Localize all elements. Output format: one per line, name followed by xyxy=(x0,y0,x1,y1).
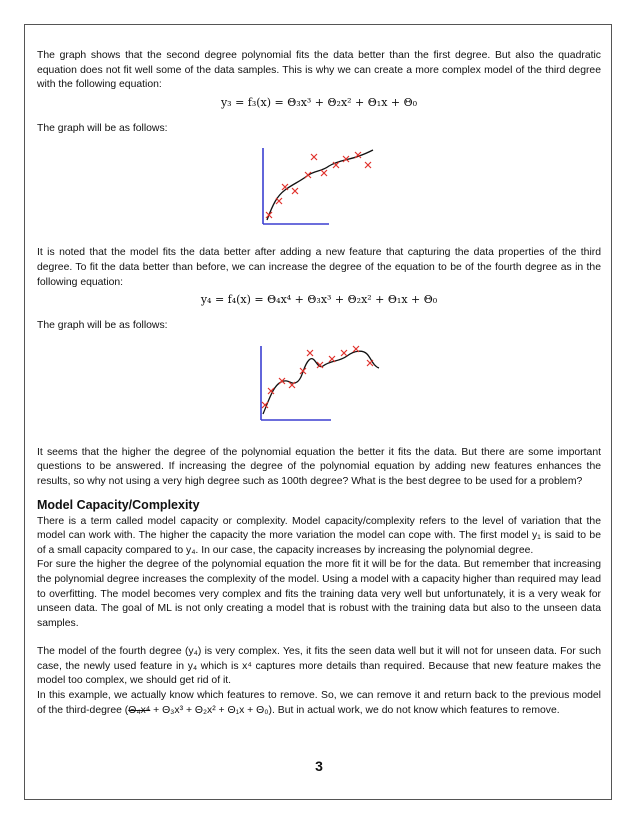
data-markers xyxy=(262,346,373,408)
paragraph-overfitting: For sure the higher the degree of the polynomial equation the more fit it will be for the data. But remember that increasing the polynomial degree increases the complexity of the model. Using a model with a capacity higher than required may lead to overfitting. The model becomes very complex and fits the training data very well but unfortunately, it is a very weak for unseen data. The goal of ML is not only creating a model that is robust with the training data but also to the unseen data samples. xyxy=(37,559,601,629)
paragraph-intro: The graph shows that the second degree polynomial fits the data better than the first degree. But also the quadratic equation does not fit well some of the data samples. This is why we can create a more complex model of the third degree with the following equation: xyxy=(37,50,601,91)
paragraph-feature-removal xyxy=(37,689,601,718)
page-number: 3 xyxy=(315,758,323,774)
figure-third-degree-fit xyxy=(255,146,385,228)
document-body xyxy=(37,49,601,718)
data-markers xyxy=(266,152,371,218)
equation-fourth-degree: y₄ = f₄(x) = Θ₄x⁴ + Θ₃x³ + Θ₂x² + Θ₁x + Θ₀ xyxy=(200,293,438,307)
feature-removal-text-b: + Θ₃x³ + Θ₂x² + Θ₁x + Θ₀). But in actual work, we do not know which features to remove. xyxy=(150,704,560,716)
sketch-third-degree xyxy=(255,146,385,228)
equation-third-degree: y₃ = f₃(x) = Θ₃x³ + Θ₂x² + Θ₁x + Θ₀ xyxy=(220,95,418,109)
figure-fourth-degree-fit xyxy=(255,344,385,426)
sketch-fourth-degree xyxy=(255,344,385,426)
paragraph-fourth-degree: It is noted that the model fits the data better after adding a new feature that capturing the data properties of the third degree. To fit the data better than before, we can increase the degree of the equation to be of the fourth degree as in the following equation: xyxy=(37,247,601,288)
struck-term: Θ₄x⁴ xyxy=(128,704,151,716)
paragraph-questions: It seems that the higher the degree of the polynomial equation the better it fits the data. But there are some important questions to be answered. If increasing the degree of the polynomial equation by adding new features enhances the results, so why not using a very high degree such as 100th degree? What is the best degree to be used for a problem? xyxy=(37,446,601,487)
graph-caption-1: The graph will be as follows: xyxy=(37,122,168,134)
feature-removal-text-a: In this example, we actually know which features to remove. So, we can remove it and return back to the previous model of the third-degree ( xyxy=(37,690,601,716)
graph-caption-2: The graph will be as follows: xyxy=(37,320,168,332)
paragraph-capacity-definition: There is a term called model capacity or complexity. Model capacity/complexity refers to the level of variation that the model can work with. The higher the capacity the more variation the model can cope with. The first model y₁ is said to be of a small capacity compared to y₄. In our case, the capacity increases by increasing the polynomial degree. xyxy=(37,515,601,556)
paragraph-fourth-degree-complexity: The model of the fourth degree (y₄) is very complex. Yes, it fits the seen data well but it will not for unseen data. For such case, the newly used feature in y₄ which is x⁴ captures more details than required. Because that new feature makes the model too complex, we should get rid of it. xyxy=(37,646,601,687)
section-heading: Model Capacity/Complexity xyxy=(37,497,200,512)
